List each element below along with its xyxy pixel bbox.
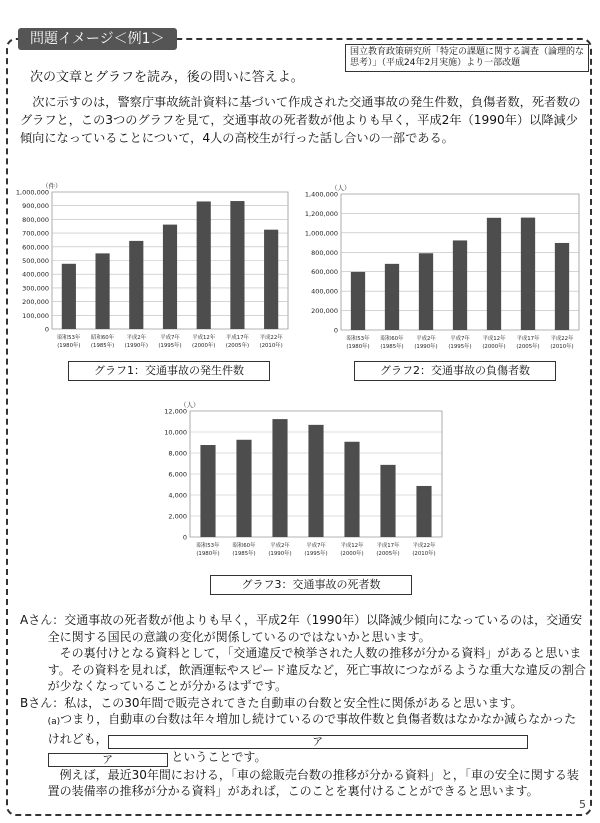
dialogue-b-4: 例えば，最近30年間における，「車の総販売台数の推移が分かる資料」と，「車の安全に関する装置の装備率の推移が分かる資料」があれば，このことを裏付けることができると思います。 <box>47 767 579 798</box>
x-tick-year: (2000年) <box>192 343 216 349</box>
x-tick-year: (2005年) <box>225 343 250 349</box>
x-tick-year: (1990年) <box>268 551 292 557</box>
dialogue-b-3: ということです。 <box>171 749 267 764</box>
y-tick-label: 900,000 <box>22 202 49 211</box>
dialogue <box>20 612 588 800</box>
x-tick-year: (2000年) <box>340 551 364 557</box>
y-tick-label: 0 <box>44 325 49 334</box>
x-tick-era: 平成2年 <box>126 335 147 341</box>
y-tick-label: 300,000 <box>22 284 49 293</box>
answer-blank-a-line1[interactable] <box>108 735 528 749</box>
x-tick-era: 昭和60年 <box>232 543 256 549</box>
x-tick-era: 昭和60年 <box>380 336 404 342</box>
y-tick-label: 400,000 <box>311 287 338 296</box>
answer-blank-a-line2[interactable] <box>48 753 168 767</box>
chart-injured-count-caption: グラフ2：交通事故の負傷者数 <box>354 361 556 381</box>
bar <box>264 230 278 329</box>
x-tick-era: 平成12年 <box>482 336 506 342</box>
bar <box>351 272 365 330</box>
chart-injured-count-svg <box>293 178 585 364</box>
bar <box>230 201 244 329</box>
bar <box>200 445 215 537</box>
x-tick-year: (1995年) <box>448 344 472 350</box>
dialogue-a-1: Aさん：交通事故の死者数が他よりも早く，平成2年（1990年）以降減少傾向になっているのは，交通安全に関する国民の意識の変化が関係しているのではないかと思います。 <box>20 613 583 644</box>
chart-death-count-svg <box>152 400 447 576</box>
chart-injured-count <box>293 178 585 364</box>
y-tick-label: 400,000 <box>22 270 49 279</box>
x-tick-era: 平成22年 <box>412 543 436 549</box>
dialogue-a-2: その裏付けとなる資料として，「交通違反で検挙された人数の推移が分かる資料」があると思います。その資料を見れば，飲酒運転やスピード違反など，死亡事故につながるような重大な違反の割合が少なくなっていることが分かるはずです。 <box>47 646 586 693</box>
y-tick-label: 8,000 <box>168 449 187 458</box>
bar <box>385 264 399 330</box>
y-tick-label: 12,000 <box>164 407 187 416</box>
y-tick-label: 10,000 <box>164 428 187 437</box>
y-tick-label: 1,400,000 <box>304 190 338 199</box>
dialogue-b-2-text: つまり，自動車の台数は年々増加し続けているので事故件数と負傷者数はなかなか減らなかったけれども， <box>47 712 577 746</box>
x-tick-year: (2010年) <box>412 551 436 557</box>
chart-death-count <box>152 400 447 576</box>
bar <box>62 264 76 329</box>
bar <box>344 442 359 537</box>
y-tick-label: 700,000 <box>22 229 49 238</box>
bar <box>555 243 569 330</box>
page-number: 5 <box>579 798 586 811</box>
y-tick-label: 800,000 <box>22 215 49 224</box>
y-tick-label: 4,000 <box>168 491 187 500</box>
y-tick-label: 200,000 <box>311 307 338 316</box>
dialogue-b-1: Bさん：私は，この30年間で販売されてきた自動車の台数と安全性に関係があると思います。 <box>20 695 523 710</box>
y-tick-label: 1,000,000 <box>15 188 49 197</box>
bar <box>272 419 287 537</box>
x-tick-year: (1985年) <box>380 344 404 350</box>
y-unit-label: （件） <box>42 182 62 190</box>
bar <box>521 218 535 330</box>
chart-accident-count-svg <box>8 180 293 362</box>
bar <box>419 253 433 330</box>
source-note: 国立教育政策研究所「特定の課題に関する調査（論理的な思考）」（平成24年2月実施）より一部改題 <box>345 44 589 72</box>
dialogue-b-2 <box>20 711 588 767</box>
bar <box>236 440 251 537</box>
y-tick-label: 0 <box>333 326 338 335</box>
question-title: 問題イメージ＜例1＞ <box>18 28 177 50</box>
x-tick-era: 平成7年 <box>306 543 326 549</box>
x-tick-era: 昭和60年 <box>91 335 115 341</box>
bar <box>453 240 467 330</box>
x-tick-year: (2010年) <box>259 343 283 349</box>
x-tick-era: 平成22年 <box>259 335 283 341</box>
x-tick-year: (1995年) <box>304 551 328 557</box>
x-tick-era: 昭和53年 <box>196 543 220 549</box>
x-tick-era: 平成7年 <box>160 335 180 341</box>
x-tick-year: (1980年) <box>196 551 220 557</box>
y-unit-label: （人） <box>331 184 351 192</box>
y-tick-label: 200,000 <box>22 298 49 307</box>
x-tick-era: 平成22年 <box>550 336 574 342</box>
y-tick-label: 800,000 <box>311 248 338 257</box>
bar <box>487 218 501 330</box>
instruction-text: 次の文章とグラフを読み，後の問いに答えよ。 <box>30 70 304 85</box>
x-tick-year: (1990年) <box>414 344 438 350</box>
x-tick-year: (1985年) <box>90 343 115 349</box>
x-tick-era: 平成17年 <box>516 336 540 342</box>
bar <box>129 241 143 329</box>
x-tick-era: 平成17年 <box>225 335 249 341</box>
y-tick-label: 6,000 <box>168 470 187 479</box>
x-tick-year: (1980年) <box>57 343 81 349</box>
y-tick-label: 100,000 <box>22 311 49 320</box>
x-tick-era: 昭和53年 <box>346 336 370 342</box>
x-tick-year: (1990年) <box>124 343 148 349</box>
bar <box>163 225 177 329</box>
chart-accident-count <box>8 180 293 362</box>
y-tick-label: 1,200,000 <box>304 209 338 218</box>
x-tick-year: (2005年) <box>376 551 400 557</box>
y-tick-label: 600,000 <box>22 243 49 252</box>
x-tick-year: (2000年) <box>482 344 506 350</box>
bar <box>95 253 109 329</box>
bar <box>380 465 395 537</box>
x-tick-era: 昭和53年 <box>57 335 81 341</box>
bar <box>197 201 211 329</box>
y-tick-label: 600,000 <box>311 268 338 277</box>
x-tick-year: (1985年) <box>232 551 256 557</box>
chart-accident-count-caption: グラフ1：交通事故の発生件数 <box>68 361 270 381</box>
bar <box>416 486 431 537</box>
y-tick-label: 500,000 <box>22 257 49 265</box>
intro-paragraph: 次に示すのは，警察庁事故統計資料に基づいて作成された交通事故の発生件数，負傷者数，死者数のグラフと，この3つのグラフを見て，交通事故の死者数が他よりも早く，平成2年（1990年）以降減少傾向になっていることについて，4人の高校生が行った話し合いの一部である。 <box>20 95 581 145</box>
blank-label-a-2: ア <box>102 752 114 766</box>
x-tick-year: (1980年) <box>346 344 370 350</box>
x-tick-year: (2005年) <box>516 344 540 350</box>
x-tick-year: (1995年) <box>158 343 182 349</box>
x-tick-era: 平成2年 <box>416 336 436 342</box>
y-tick-label: 2,000 <box>168 512 187 521</box>
x-tick-year: (2010年) <box>550 344 574 350</box>
x-tick-era: 平成7年 <box>450 336 470 342</box>
x-tick-era: 平成12年 <box>340 543 364 549</box>
y-unit-label: （人） <box>180 401 200 409</box>
bar <box>308 425 323 537</box>
x-tick-era: 平成17年 <box>376 543 400 549</box>
x-tick-era: 平成12年 <box>192 335 216 341</box>
x-tick-era: 平成2年 <box>270 543 290 549</box>
blank-label-a: ア <box>312 734 324 748</box>
y-tick-label: 1,000,000 <box>304 229 338 238</box>
mark-a: (a) <box>47 717 61 727</box>
y-tick-label: 0 <box>182 533 187 542</box>
chart-death-count-caption: グラフ3：交通事故の死者数 <box>210 575 412 595</box>
